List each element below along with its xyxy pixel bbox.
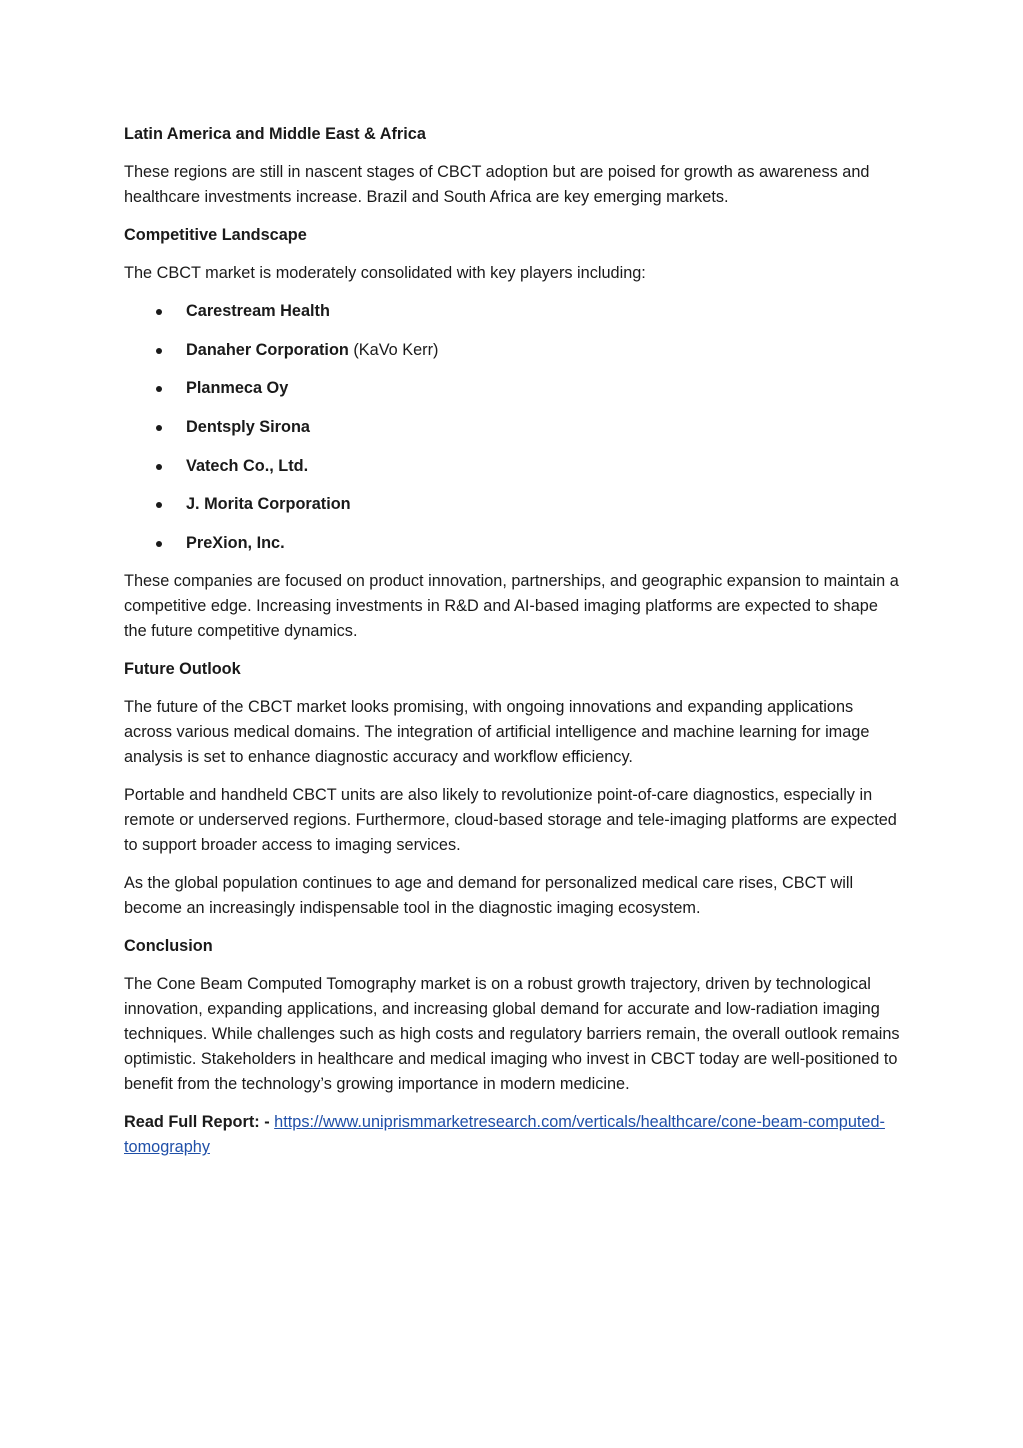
player-name: Dentsply Sirona <box>186 418 310 437</box>
bullet-icon <box>156 541 162 547</box>
competitive-landscape-intro: The CBCT market is moderately consolidated with key players including: <box>124 264 646 282</box>
bullet-icon <box>156 464 162 470</box>
bullet-icon <box>156 425 162 431</box>
player-note: (KaVo Kerr) <box>348 340 439 359</box>
competitive-landscape-paragraph: These companies are focused on product innovation, partnerships, and geographic expansion to maintain a competitive edge. Increasing investments in R&D and AI-based imaging platforms are expected to shape the future competitive dynamics. <box>124 572 899 641</box>
read-full-report-line <box>124 1110 904 1160</box>
section-heading-future-outlook: Future Outlook <box>124 660 241 679</box>
conclusion-paragraph: The Cone Beam Computed Tomography market is on a robust growth trajectory, driven by technological innovation, expanding applications, and increasing global demand for accurate and low-radiation imaging techniques. While challenges such as high costs and regulatory barriers remain, the overall outlook remains optimistic. Stakeholders in healthcare and medical imaging who invest in CBCT today are well-positioned to benefit from the technology’s growing importance in modern medicine. <box>124 975 900 1094</box>
player-name: Planmeca Oy <box>186 379 289 398</box>
player-name: Danaher Corporation <box>186 340 349 359</box>
future-outlook-paragraph-2: Portable and handheld CBCT units are also likely to revolutionize point-of-care diagnostics, especially in remote or underserved regions. Furthermore, cloud-based storage and tele-imaging platforms are expected to support broader access to imaging services. <box>124 786 897 855</box>
section-paragraph-latin-america-mea: These regions are still in nascent stages of CBCT adoption but are poised for growth as awareness and healthcare investments increase. Brazil and South Africa are key emerging markets. <box>124 163 870 206</box>
player-name: PreXion, Inc. <box>186 534 285 553</box>
future-outlook-paragraph-3: As the global population continues to age and demand for personalized medical care rises, CBCT will become an increasingly indispensable tool in the diagnostic imaging ecosystem. <box>124 874 854 918</box>
section-heading-latin-america-mea: Latin America and Middle East & Africa <box>124 125 426 143</box>
section-heading-competitive-landscape: Competitive Landscape <box>124 226 307 244</box>
bullet-icon <box>156 348 162 354</box>
section-heading-conclusion: Conclusion <box>124 937 213 956</box>
list-item <box>124 299 904 324</box>
player-name: Carestream Health <box>186 302 330 320</box>
report-link[interactable]: https://www.uniprismmarketresearch.com/verticals/healthcare/cone-beam-computed-tomography <box>124 1113 885 1157</box>
document-page <box>124 122 904 1173</box>
player-name: J. Morita Corporation <box>186 495 351 514</box>
key-players-list <box>124 299 904 556</box>
list-item <box>124 531 904 556</box>
future-outlook-paragraph-1: The future of the CBCT market looks promising, with ongoing innovations and expanding applications across various medical domains. The integration of artificial intelligence and machine learning for image analysis is set to enhance diagnostic accuracy and workflow efficiency. <box>124 698 870 767</box>
list-item <box>124 454 904 479</box>
bullet-icon <box>156 502 162 508</box>
list-item <box>124 492 904 517</box>
list-item <box>124 338 904 363</box>
list-item <box>124 415 904 440</box>
read-full-report-label: Read Full Report: - <box>124 1113 275 1132</box>
bullet-icon <box>156 386 162 392</box>
bullet-icon <box>156 309 162 315</box>
player-name: Vatech Co., Ltd. <box>186 456 309 475</box>
list-item <box>124 376 904 401</box>
